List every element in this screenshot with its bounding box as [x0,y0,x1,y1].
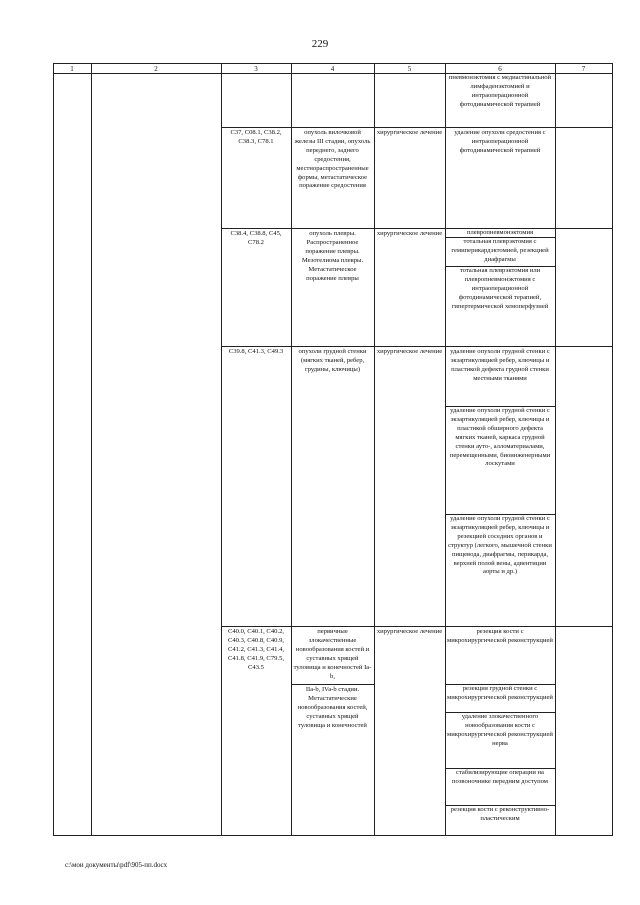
procedure-cell: плевропневмонэктомия [466,229,534,236]
procedure-cell: резекция кости с реконструктивно-пластическим [450,806,550,822]
procedure-cell: тотальная плеврэктомия или плевропневмонэктомия с интраоперационной фотодинамической терапией, гипертермической хемоперфузией [451,267,549,310]
row-divider [221,228,612,229]
col-divider [555,63,556,836]
table-border-right [612,63,613,836]
procedure-cell: удаление опухоли грудной стенки с экзартикуляцией ребер, ключицы и пластикой обширного дефекта мягких тканей, каркаса грудной стенки ауто-, алломатериалами, перемещенными, биоинженерными лоскутами [449,407,551,468]
col-divider [91,63,92,836]
column-header: 6 [498,65,502,73]
diagnosis-cell: первичные злокачественные новообразования костей и суставных хрящей туловища и конечностей Ia-b, [293,628,372,680]
icd-codes-cell: C38.4, C38.8, C45, C78.2 [230,230,282,246]
table-border-bottom [53,835,613,836]
row-divider [221,127,612,128]
diagnosis-cell: опухоли грудной стенки (мягких тканей, ребер, грудины, ключицы) [298,348,367,373]
subrow-divider [291,684,374,685]
footer-file-path: c:\мои документы\pdf\905-пп.docx [65,861,168,869]
procedure-cell: пневмонэктомия с медиастинальной лимфаденэктомией и интраоперационной фотодинамической терапией [448,74,552,108]
procedure-cell: удаление опухоли грудной стенки с экзартикуляцией ребер, ключицы и резекцией соседних органов и структур (легкого, мышечной стенки пищевода, диафрагмы, перикарда, верхней полой вены, адвентиции аорты и др.) [448,515,552,576]
col-divider [221,63,222,836]
treatment-type-cell: хирургическое лечение [376,129,443,136]
procedure-cell: тотальная плеврэктомия с гемиперикардэктомией, резекцией диафрагмы [451,238,549,263]
page-number: 229 [311,38,329,50]
icd-codes-cell: C37, C08.1, C38.2, C38.3, C78.1 [230,129,282,145]
row-divider [221,626,612,627]
table-border-left [53,63,54,836]
col-divider [374,63,375,836]
icd-codes-cell: C39.8, C41.3, C49.3 [228,348,284,355]
procedure-cell: удаление злокачественного новообразования кости с микрохирургической реконструкцией нерва [447,713,553,747]
procedure-cell: резекция кости с микрохирургической реконструкцией [447,628,553,644]
diagnosis-cell: IIa-b, IVa-b стадии. Метастатические новообразования костей, суставных хрящей туловища и конечностей [297,686,368,729]
diagnosis-cell: опухоль вилочковой железы III стадии, опухоль переднего, заднего средостения, местнораспространенные формы, метастатическое поражение средостения [294,129,371,190]
row-divider [221,346,612,347]
treatment-type-cell: хирургическое лечение [376,628,443,635]
column-header: 1 [70,65,74,73]
procedure-cell: резекция грудной стенки с микрохирургической реконструкцией [447,685,553,701]
treatment-type-cell: хирургическое лечение [376,230,443,237]
col-divider [291,63,292,836]
procedure-cell: удаление опухоли грудной стенки с экзартикуляцией ребер, ключицы и пластикой дефекта грудной стенки местными тканями [450,348,550,382]
treatment-type-cell: хирургическое лечение [376,348,443,355]
col-divider [445,63,446,836]
diagnosis-cell: опухоль плевры. Распространенное поражение плевры. Мезотелиома плевры. Метастатическое поражение плевры [301,230,364,282]
icd-codes-cell: C40.0, C40.1, C40.2, C40.3, C40.8, C40.9, C41.2, C41.3, C41.4, C41.8, C41.9, C79.5, C43.5 [227,628,285,671]
procedure-cell: удаление опухоли средостения с интраоперационной фотодинамической терапией [454,129,546,154]
table-border-top [53,63,613,64]
column-header: 3 [254,65,258,73]
column-header: 5 [407,65,412,73]
column-header: 7 [581,65,586,73]
column-header: 2 [154,65,158,73]
procedure-cell: стабилизирующие операции на позвоночнике передним доступом [452,769,548,785]
column-header: 4 [330,65,335,73]
